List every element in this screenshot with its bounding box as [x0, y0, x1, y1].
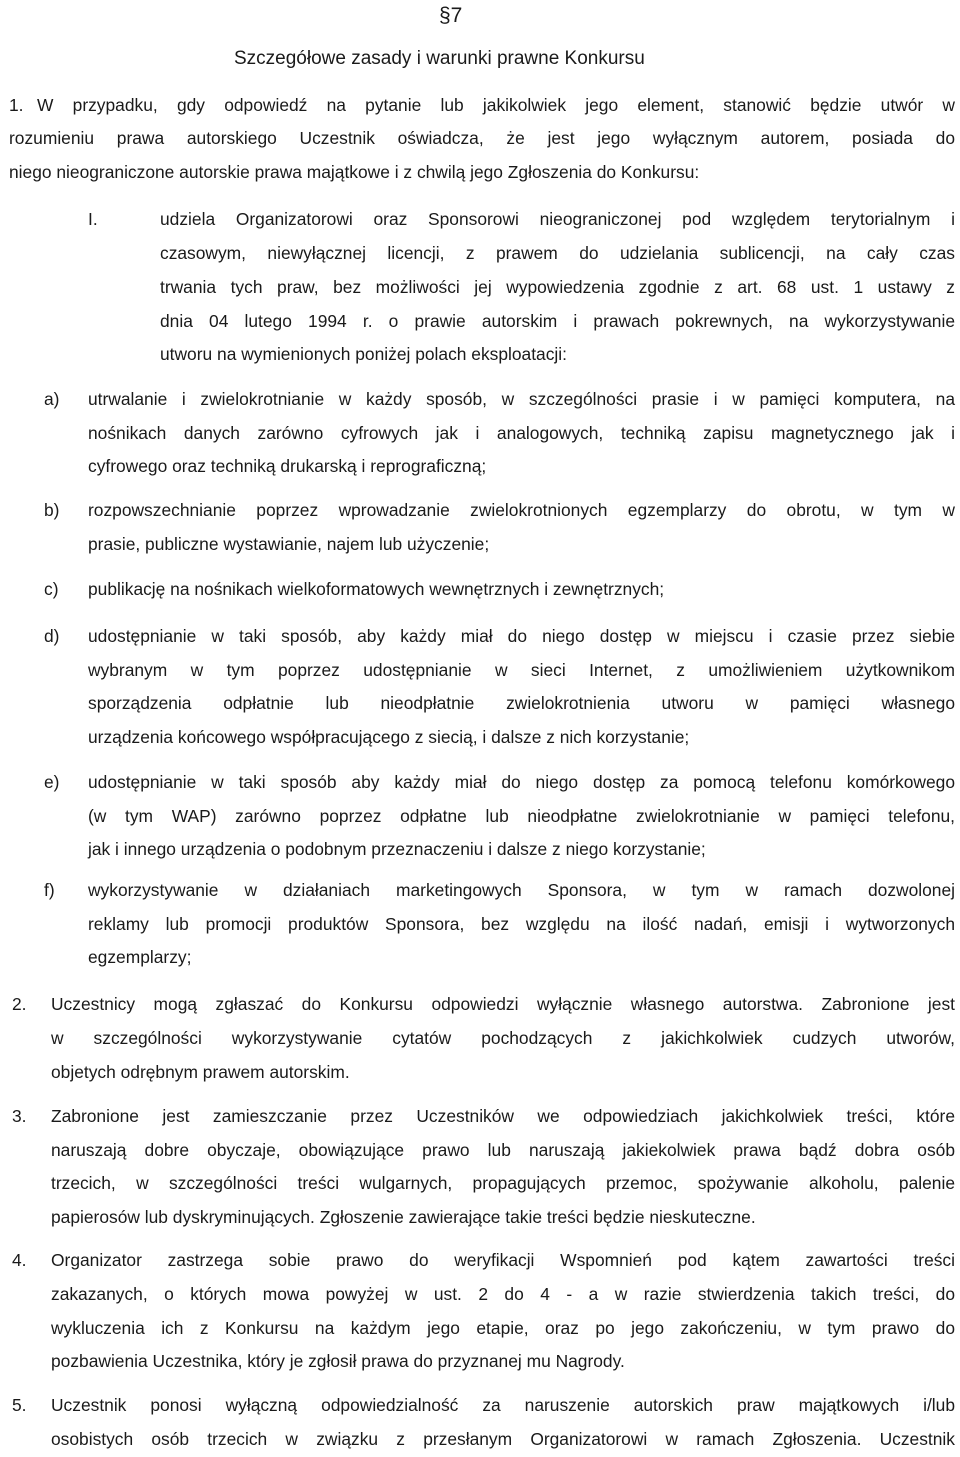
field-a-line: nośnikach danych zarówno cyfrowych jak i analogowych, techniką zapisu magnetycznego jak i — [88, 423, 955, 443]
item-3-line: Zabronione jest zamieszczanie przez Uczestników we odpowiedziach jakichkolwiek treści, które — [51, 1106, 955, 1126]
item-4-line: pozbawienia Uczestnika, który je zgłosił prawa do przyznanej mu Nagrody. — [51, 1351, 625, 1371]
item-2-line: w szczególności wykorzystywanie cytatów pochodzących z jakichkolwiek cudzych utworów, — [51, 1028, 955, 1048]
item-3-line: trzecich, w szczególności treści wulgarnych, propagujących przemoc, spożywanie alkoholu, palenie — [51, 1173, 955, 1193]
item-4-marker: 4. — [12, 1250, 27, 1270]
field-a-line: cyfrowego oraz techniką drukarską i reprograficzną; — [88, 456, 487, 476]
item-2-marker: 2. — [12, 994, 27, 1014]
item-4-line: zakazanych, o których mowa powyżej w ust. 2 do 4 - a w razie stwierdzenia takich treści, do — [51, 1284, 955, 1304]
item-2-line: Uczestnicy mogą zgłaszać do Konkursu odpowiedzi wyłącznie własnego autorstwa. Zabronione jest — [51, 994, 955, 1014]
section-number: §7 — [439, 4, 463, 27]
field-c-marker: c) — [44, 579, 59, 599]
field-a-line: utrwalanie i zwielokrotnianie w każdy sposób, w szczególności prasie i w pamięci komputera, na — [88, 389, 955, 409]
field-b-marker: b) — [44, 500, 60, 520]
item-2-line: objetych odrębnym prawem autorskim. — [51, 1062, 350, 1082]
subitem-I-line: czasowym, niewyłącznej licencji, z prawem do udzielania sublicencji, na cały czas — [160, 243, 955, 263]
subitem-I-line: udziela Organizatorowi oraz Sponsorowi nieograniczonej pod względem terytorialnym i — [160, 209, 955, 229]
subitem-I-marker: I. — [88, 209, 98, 229]
item-5-line: osobistych osób trzecich w związku z przesłanym Organizatorowi w ramach Zgłoszenia. Uczestnik — [51, 1429, 955, 1449]
item-3-marker: 3. — [12, 1106, 27, 1126]
field-d-line: urządzenia końcowego współpracującego z siecią, i dalsze z nich korzystanie; — [88, 727, 690, 747]
field-e-line: (w tym WAP) zarówno poprzez odpłatne lub nieodpłatne zwielokrotnianie w pamięci telefonu, — [88, 806, 955, 826]
field-d-line: wybranym w tym poprzez udostępnianie w sieci Internet, z umożliwieniem użytkownikom — [88, 660, 955, 680]
field-c-line: publikację na nośnikach wielkoformatowych wewnętrznych i zewnętrznych; — [88, 579, 665, 599]
field-d-line: sporządzenia odpłatnie lub nieodpłatnie zwielokrotnienia utworu w pamięci własnego — [88, 693, 955, 713]
field-f-line: wykorzystywanie w działaniach marketingowych Sponsora, w tym w ramach dozwolonej — [88, 880, 955, 900]
subitem-I-line: trwania tych praw, bez możliwości jej wypowiedzenia zgodnie z art. 68 ust. 1 ustawy z — [160, 277, 955, 297]
section-title: Szczegółowe zasady i warunki prawne Konkursu — [234, 48, 645, 69]
field-f-line: reklamy lub promocji produktów Sponsora, bez względu na ilość nadań, emisji i wytworzonych — [88, 914, 955, 934]
subitem-I-line: dnia 04 lutego 1994 r. o prawie autorskim i prawach pokrewnych, na wykorzystywanie — [160, 311, 955, 331]
field-b-line: rozpowszechnianie poprzez wprowadzanie zwielokrotnionych egzemplarzy do obrotu, w tym w — [88, 500, 955, 520]
field-e-marker: e) — [44, 772, 60, 792]
item-5-marker: 5. — [12, 1395, 27, 1415]
field-d-line: udostępnianie w taki sposób, aby każdy miał do niego dostęp w miejscu i czasie przez siebie — [88, 626, 955, 646]
item-3-line: papierosów lub dyskryminujących. Zgłoszenie zawierające takie treści będzie nieskuteczne. — [51, 1207, 756, 1227]
item-1-line: rozumieniu prawa autorskiego Uczestnik oświadcza, że jest jego wyłącznym autorem, posiada do — [9, 128, 955, 148]
field-d-marker: d) — [44, 626, 60, 646]
field-f-marker: f) — [44, 880, 55, 900]
item-4-line: Organizator zastrzega sobie prawo do weryfikacji Wspomnień pod kątem zawartości treści — [51, 1250, 955, 1270]
field-e-line: udostępnianie w taki sposób aby każdy miał do niego dostęp za pomocą telefonu komórkowego — [88, 772, 955, 792]
field-f-line: egzemplarzy; — [88, 947, 192, 967]
field-a-marker: a) — [44, 389, 60, 409]
field-e-line: jak i innego urządzenia o podobnym przeznaczeniu i dalsze z niego korzystanie; — [88, 839, 706, 859]
field-b-line: prasie, publiczne wystawianie, najem lub użyczenie; — [88, 534, 490, 554]
item-1-line: niego nieograniczone autorskie prawa majątkowe i z chwilą jego Zgłoszenia do Konkursu: — [9, 162, 700, 182]
item-3-line: naruszają dobre obyczaje, obowiązujące prawo lub naruszają jakiekolwiek prawa bądź dobra osób — [51, 1140, 955, 1160]
subitem-I-line: utworu na wymienionych poniżej polach eksploatacji: — [160, 344, 567, 364]
item-4-line: wykluczenia ich z Konkursu na każdym jego etapie, oraz po jego zakończeniu, w tym prawo do — [51, 1318, 955, 1338]
item-5-line: Uczestnik ponosi wyłączną odpowiedzialność za naruszenie autorskich praw majątkowych i/lub — [51, 1395, 955, 1415]
item-1-marker: 1. — [9, 95, 24, 115]
item-1-line: W przypadku, gdy odpowiedź na pytanie lub jakikolwiek jego element, stanowić będzie utwór w — [37, 95, 955, 115]
